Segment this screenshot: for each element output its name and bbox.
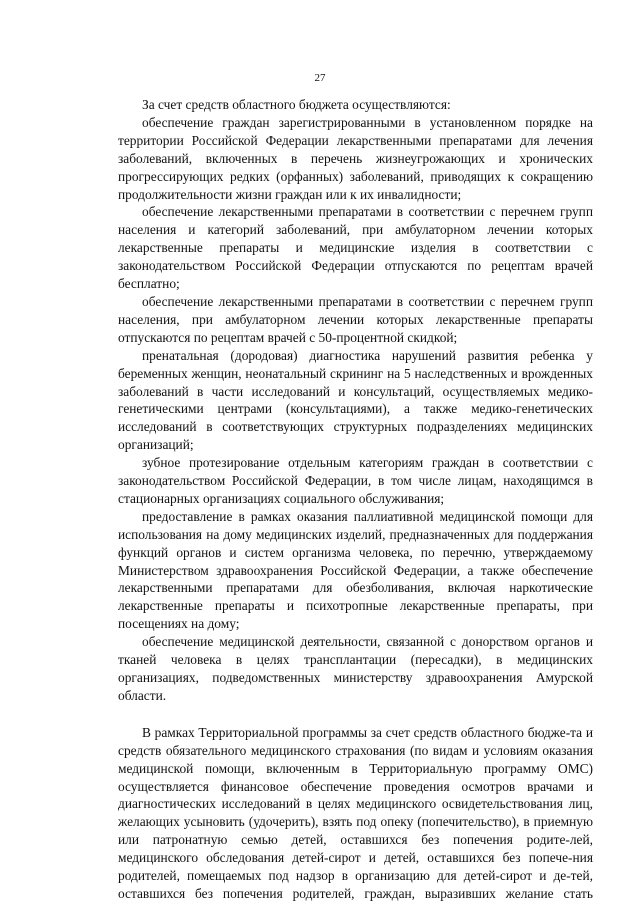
- paragraph-dental-prosthetics: зубное протезирование отдельным категориям граждан в соответствии с законодательством Российской Федерации, в том числе лицам, находящимся в стационарных организациях социального обслуживания;: [118, 455, 593, 506]
- paragraph-orphan-diseases: обеспечение граждан зарегистрированными в установленном порядке на территории Российской Федерации лекарственными препаратами для лечения заболеваний, включенных в перечень жизнеугрожающих и хронических прогрессирующих редких (орфанных) заболеваний, приводящих к сокращению продолжительности жизни граждан или к их инвалидности;: [118, 114, 593, 202]
- paragraph-free-prescriptions: обеспечение лекарственными препаратами в соответствии с перечнем групп населения и категорий заболеваний, при амбулаторном лечении которых лекарственные препараты и медицинские изделия в соответствии с законодательством Российской Федерации отпускаются по рецептам врачей бесплатно;: [118, 204, 593, 292]
- paragraph-discount-prescriptions: обеспечение лекарственными препаратами в соответствии с перечнем групп населения, при амбулаторном лечении которых лекарственные препараты отпускаются по рецептам врачей с 50-процентной скидкой;: [118, 293, 593, 345]
- page-number: 27: [314, 72, 326, 84]
- paragraph-palliative-care: предоставление в рамках оказания паллиативной медицинской помощи для использования на дому медицинских изделий, предназначенных для поддержания функций органов и систем организма человека, по перечню, утверждаемому Министерством здравоохранения Российской Федерации, а также обеспечение лекарственными препаратами для обезболивания, включая наркотические лекарственные препараты и психотропные лекарственные препараты, при посещениях на дому;: [118, 508, 593, 632]
- document-body: [118, 96, 593, 903]
- paragraph-territorial-program: В рамках Территориальной программы за счет средств областного бюдже-та и средств обязательного медицинского страхования (по видам и условиям оказания медицинской помощи, включенным в Территориальную программу ОМС) осуществляется финансовое обеспечение проведения осмотров врачами и диагностических исследований в целях медицинского освидетельствования лиц, желающих усыновить (удочерить), взять под опеку (попечительство), в приемную или патронатную семью детей, оставшихся без попечения родите-лей, медицинского обследования детей-сирот и детей, оставшихся без попече-ния родителей, помещаемых под надзор в организацию для детей-сирот и де-тей, оставшихся без попечения родителей, граждан, выразивших желание стать: [118, 724, 593, 901]
- paragraph-transplantation: обеспечение медицинской деятельности, связанной с донорством органов и тканей человека в целях трансплантации (пересадки), в медицинских организациях, подведомственных министерству здравоохранения Амурской области.: [118, 634, 593, 703]
- paragraph-prenatal-diagnostics: пренатальная (дородовая) диагностика нарушений развития ребенка у беременных женщин, неонатальный скрининг на 5 наследственных и врожденных заболеваний в части исследований и консультаций, осуществляемых медико-генетическими центрами (консультациями), а также медико-генетических исследований в соответствующих структурных подразделениях медицинских организаций;: [118, 347, 593, 453]
- paragraph-intro: За счет средств областного бюджета осуществляются:: [142, 97, 451, 112]
